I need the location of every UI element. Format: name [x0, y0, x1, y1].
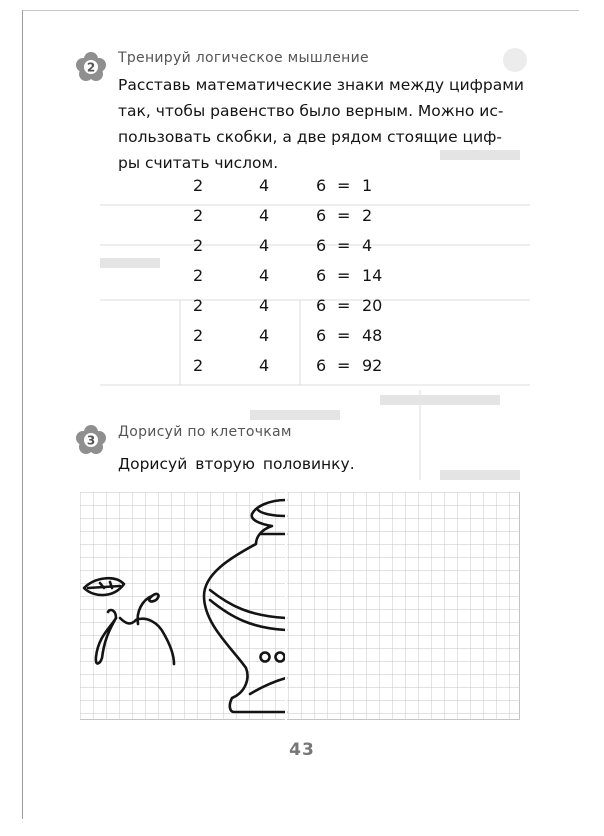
- equation-result: 20: [362, 296, 383, 315]
- equation-result: 1: [362, 176, 373, 195]
- page-number: 43: [289, 740, 315, 760]
- equation-equals-sign: =: [337, 356, 351, 375]
- equation-row: [0, 266, 604, 294]
- equation-equals-sign: =: [337, 206, 351, 225]
- equation-row: [0, 236, 604, 264]
- equation-digit-a: 2: [193, 206, 204, 225]
- equation-digit-a: 2: [193, 326, 204, 345]
- equation-digit-a: 2: [193, 266, 204, 285]
- section-3-flower-icon: [76, 425, 106, 455]
- drawing-grid: [80, 492, 520, 720]
- equation-row: [0, 176, 604, 204]
- equation-digit-c: 6: [316, 356, 327, 375]
- section-2-number: 2: [86, 60, 96, 75]
- equation-digit-c: 6: [316, 266, 327, 285]
- equation-digit-b: 4: [259, 176, 270, 195]
- equation-digit-a: 2: [193, 236, 204, 255]
- section-3-title: Дорисуй по клеточкам: [118, 424, 292, 440]
- section-3-number: 3: [86, 433, 96, 448]
- equation-digit-a: 2: [193, 356, 204, 375]
- equation-equals-sign: =: [337, 176, 351, 195]
- equation-digit-b: 4: [259, 326, 270, 345]
- task-line: пользовать скобки, а две рядом стоящие циф-: [118, 128, 503, 146]
- equation-digit-b: 4: [259, 266, 270, 285]
- equation-result: 14: [362, 266, 383, 285]
- equation-equals-sign: =: [337, 236, 351, 255]
- equation-digit-c: 6: [316, 236, 327, 255]
- equation-digit-c: 6: [316, 206, 327, 225]
- equation-digit-c: 6: [316, 176, 327, 195]
- equation-digit-b: 4: [259, 356, 270, 375]
- section-2-title: Тренируй логическое мышление: [118, 50, 369, 66]
- equation-result: 2: [362, 206, 373, 225]
- equation-row: [0, 326, 604, 354]
- task-line: Расставь математические знаки между цифрами: [118, 76, 525, 94]
- equation-result: 4: [362, 236, 373, 255]
- task-line: ры считать числом.: [118, 154, 279, 172]
- section-2-task: [118, 72, 532, 176]
- equation-row: [0, 296, 604, 324]
- equation-digit-b: 4: [259, 296, 270, 315]
- equation-equals-sign: =: [337, 296, 351, 315]
- equation-digit-a: 2: [193, 296, 204, 315]
- equation-digit-c: 6: [316, 326, 327, 345]
- equation-result: 48: [362, 326, 383, 345]
- equation-row: [0, 206, 604, 234]
- equation-equals-sign: =: [337, 326, 351, 345]
- equation-equals-sign: =: [337, 266, 351, 285]
- equation-result: 92: [362, 356, 383, 375]
- equation-digit-a: 2: [193, 176, 204, 195]
- task-line: так, чтобы равенство было верным. Можно ис-: [118, 102, 504, 120]
- equation-digit-b: 4: [259, 206, 270, 225]
- equation-digit-b: 4: [259, 236, 270, 255]
- equation-row: [0, 356, 604, 384]
- equation-digit-c: 6: [316, 296, 327, 315]
- section-3-task: Дорисуй вторую половинку.: [118, 455, 355, 473]
- section-2-flower-icon: [76, 52, 106, 82]
